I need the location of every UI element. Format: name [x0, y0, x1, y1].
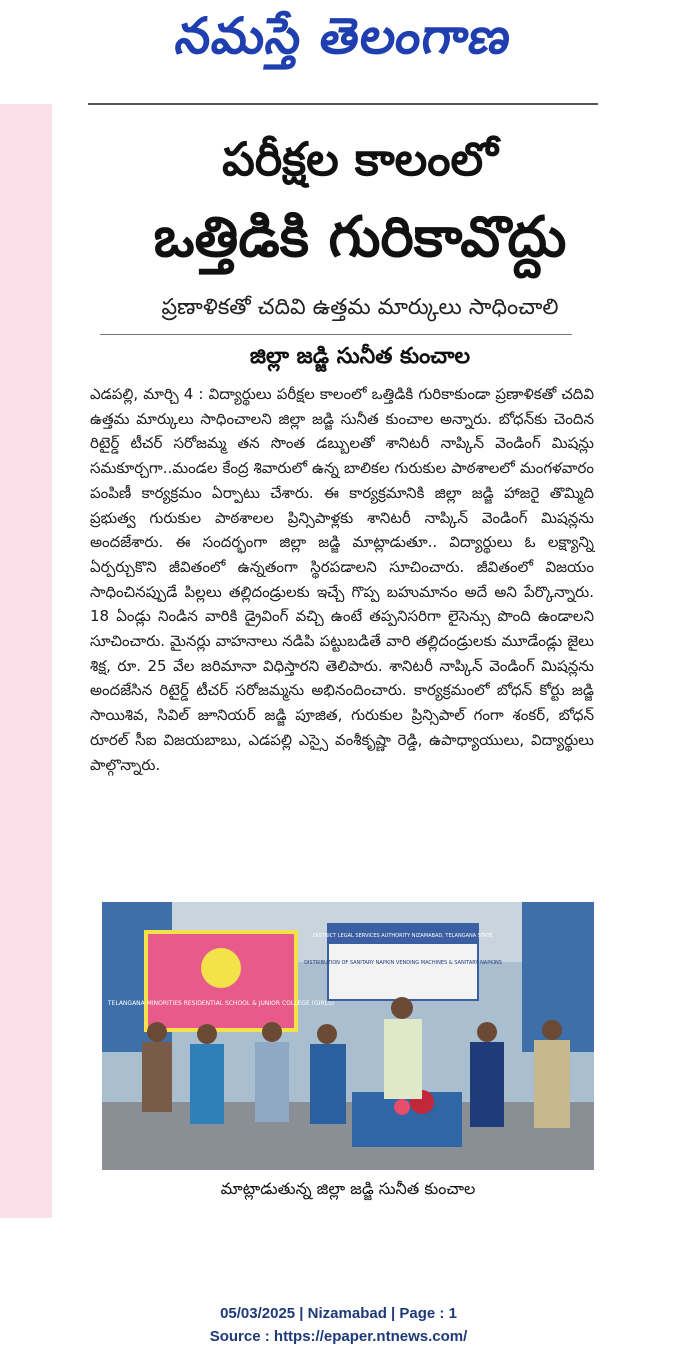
byline: జిల్లా జడ్జి సునీత కుంచాల	[249, 344, 471, 369]
podium-table	[352, 1092, 462, 1147]
footer-date-edition: 05/03/2025 | Nizamabad | Page : 1	[220, 1305, 457, 1322]
article-body-paragraph: ఎడపల్లి, మార్చి 4 : విద్యార్థులు పరీక్షల కాలంలో ఒత్తిడికి గురికాకుండా ప్రణాళికతో చదివి ఉత్తమ మార్కులు సాధించాలని జిల్లా జడ్జి సునీత కుంచాల అన్నారు. బోధన్‌కు చెందిన రిటైర్డ్ టీచర్ సరోజమ్మ తన సొంత డబ్బులతో శానిటరీ నాప్కిన్ వెండింగ్ మిషన్లు సమకూర్చగా..మండల కేంద్ర శివారులో ఉన్న బాలికల గురుకుల పాఠశాలలో మంగళవారం పంపిణీ కార్యక్రమం ఏర్పాటు చేశారు. ఈ కార్యక్రమానికి జిల్లా జడ్జి హాజరై తొమ్మిది ప్రభుత్వ గురుకుల పాఠశాలల ప్రిన్సిపాళ్లకు శానిటరీ నాప్కిన్ వెండింగ్ మిషన్లను అందజేశారు. ఈ సందర్భంగా జిల్లా జడ్జి మాట్లాడుతూ.. విద్యార్థులు ఓ లక్ష్యాన్ని ఏర్పర్చుకొని జీవితంలో ఉన్నతంగా స్థిరపడాలని సూచించారు. జీవితంలో విజయం సాధించినప్పుడే పిల్లలు తల్లిదండ్రులకు ఇచ్చే గొప్ప బహుమానం అదే అని పేర్కొన్నారు. 18 ఏండ్లు నిండిన వారికి డ్రైవింగ్ వచ్చి ఉంటే తప్పనిసరిగా లైసెన్సు పొంది ఉండాలని సూచించారు. మైనర్లు వాహనాలు నడిపి పట్టుబడితే వారి తల్లిదండ్రులకు మూడేండ్లు జైలు శిక్ష, రూ. 25 వేల జరిమానా విధిస్తారని తెలిపారు. శానిటరీ నాప్కిన్ వెండింగ్ మిషన్లను అందజేసిన రిటైర్డ్ టీచర్ సరోజమ్మను అభినందించారు. కార్యక్రమంలో బోధన్ కోర్టు జడ్జి సాయిశివ, సివిల్ జూనియర్ జడ్జి పూజిత, గురుకుల ప్రిన్సిపాల్ గంగా శంకర్, బోధన్ రూరల్ సీఐ విజయబాబు, ఎడపల్లి ఎస్సై వంశీకృష్ణా రెడ్డి, ఉపాధ్యాయులు, విద్యార్థులు పాల్గొన్నారు.	[90, 385, 594, 774]
photo-illustration	[102, 902, 594, 1170]
banner-left-text: TELANGANA MINORITIES RESIDENTIAL SCHOOL & JUNIOR COLLEGE (GIRLS)	[107, 1000, 335, 1007]
article-body	[90, 382, 594, 777]
masthead-divider	[88, 103, 598, 105]
banner-right	[304, 924, 502, 1000]
subheadline-divider	[100, 334, 572, 335]
headline-line-2: ఒత్తిడికి గురికావొద్దు	[153, 205, 567, 270]
subheadline: ప్రణాళికతో చదివి ఉత్తమ మార్కులు సాధించాలి	[161, 295, 559, 320]
article-photo	[102, 902, 594, 1170]
newspaper-masthead: నమస్తే తెలంగాణ	[172, 6, 516, 65]
headline-line-1: పరీక్షల కాలంలో	[222, 132, 498, 186]
photo-caption: మాట్లాడుతున్న జిల్లా జడ్జి సునీత కుంచాల	[220, 1179, 476, 1198]
school-emblem-icon	[201, 948, 241, 988]
banner-right-subtitle: DISTRIBUTION OF SANITARY NAPKIN VENDING MACHINES & SANITARY NAPKINS	[304, 960, 502, 966]
footer-source: Source : https://epaper.ntnews.com/	[209, 1328, 468, 1345]
banner-right-title: DISTRICT LEGAL SERVICES AUTHORITY NIZAMABAD, TELANGANA STATE	[313, 933, 493, 939]
side-margin-strip	[0, 104, 52, 1218]
